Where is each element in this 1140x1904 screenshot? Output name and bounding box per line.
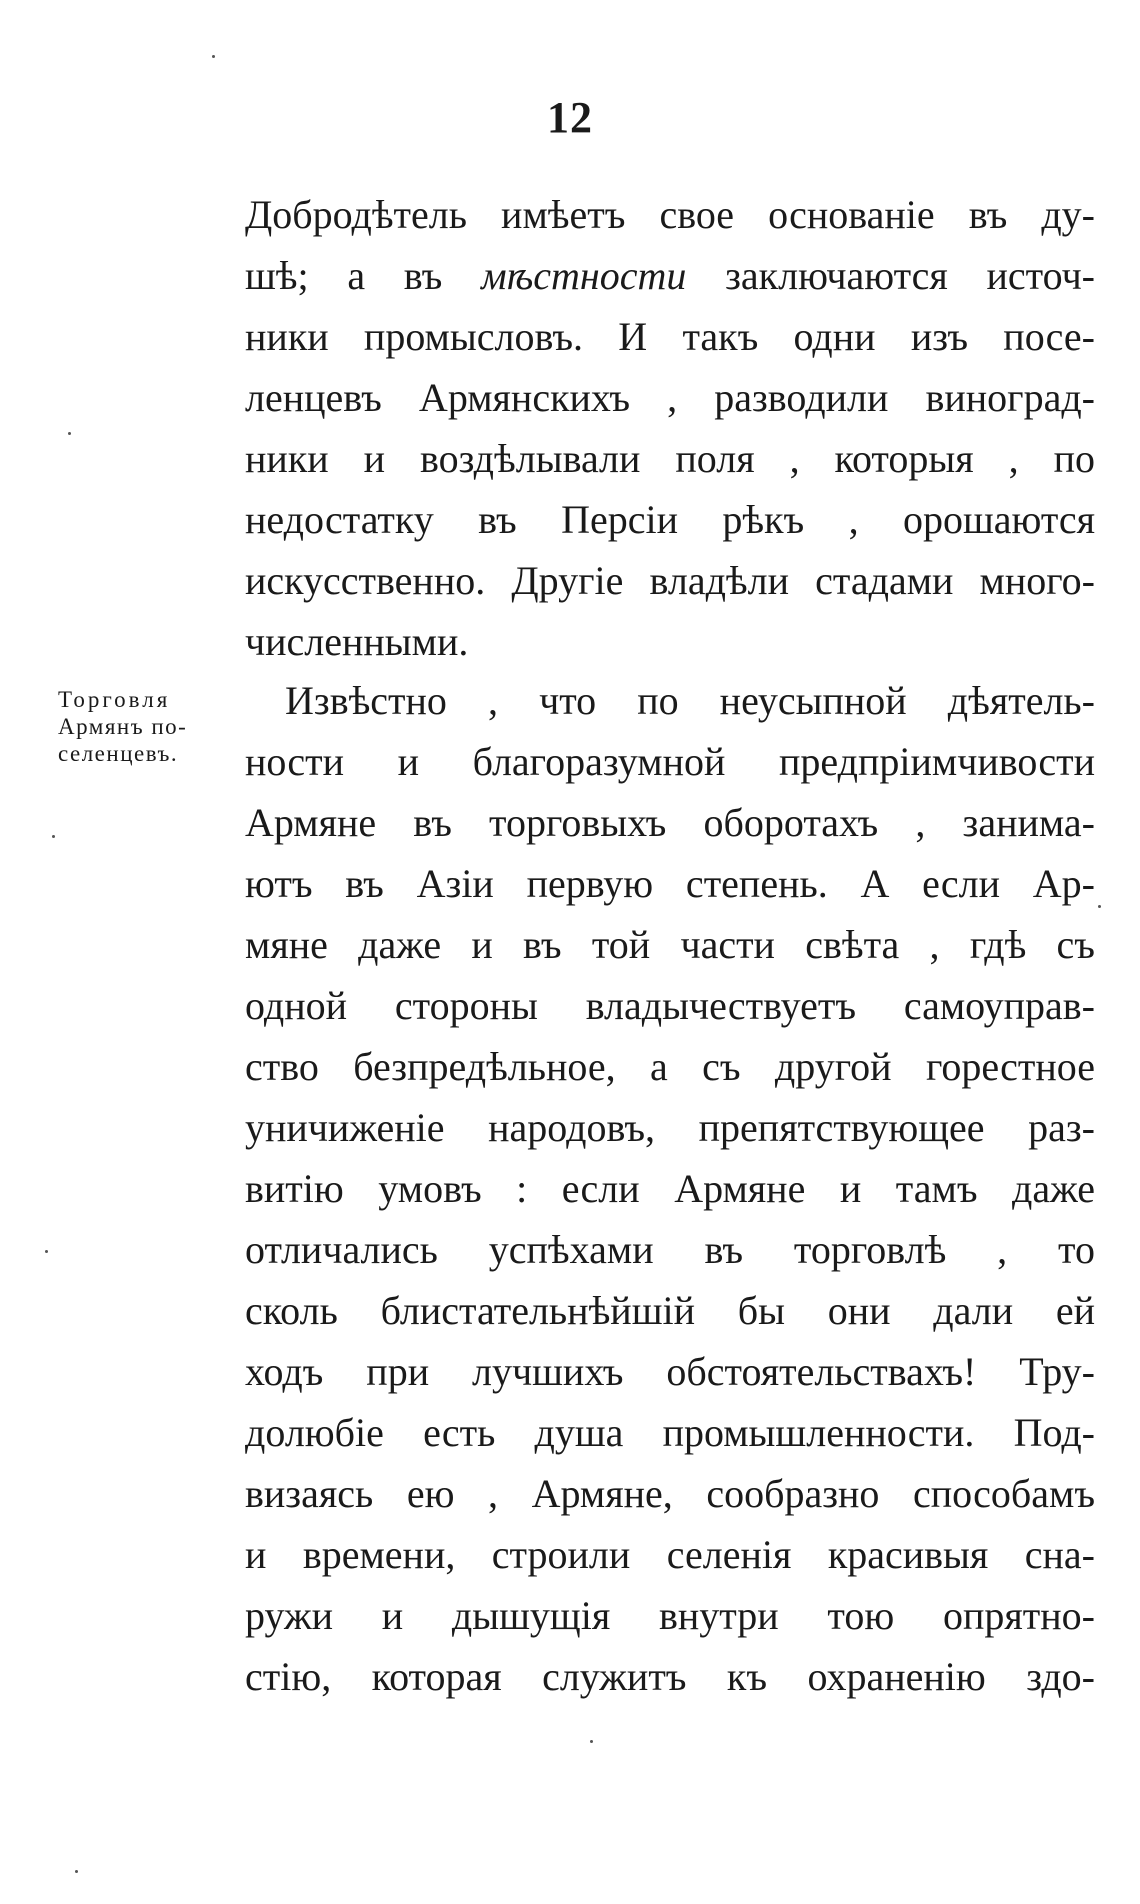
scan-speck <box>1098 905 1101 908</box>
text-line: искусственно. Другіе владѣли стадами много- <box>245 558 1095 603</box>
text-line: численными. <box>245 619 469 664</box>
text-line: визаясь ею , Армяне, сообразно способамъ <box>245 1471 1095 1516</box>
text-line: мяне даже и въ той части свѣта , гдѣ съ <box>245 922 1095 967</box>
text-line: Извѣстно , что по неусыпной дѣятель- <box>285 678 1095 723</box>
scan-speck <box>52 835 55 838</box>
text-line: долюбіе есть душа промышленности. Под- <box>245 1410 1095 1455</box>
text-line: витію умовъ : если Армяне и тамъ даже <box>245 1166 1095 1211</box>
text-line: Армяне въ торговыхъ оборотахъ , занима- <box>245 800 1095 845</box>
margin-note-line: Торговля <box>58 687 171 712</box>
text-line: отличались успѣхами въ торговлѣ , то <box>245 1227 1095 1272</box>
text-line: Добродѣтель имѣетъ свое основаніе въ ду- <box>245 192 1095 237</box>
page-number: 12 <box>547 93 593 142</box>
text-segment: заключаются источ- <box>686 253 1095 298</box>
margin-note-line: Армянъ по- <box>58 714 188 739</box>
scan-speck <box>212 55 215 58</box>
scan-speck <box>75 1870 78 1873</box>
text-line: недостатку въ Персіи рѣкъ , орошаются <box>245 497 1095 542</box>
text-line: одной стороны владычествуетъ самоуправ- <box>245 983 1095 1028</box>
scan-speck <box>45 1250 48 1253</box>
text-line: и времени, строили селенія красивыя сна- <box>245 1532 1095 1577</box>
italic-word: мѣстности <box>481 253 687 298</box>
margin-note <box>58 686 243 767</box>
text-line: ленцевъ Армянскихъ , разводили виноград- <box>245 375 1095 420</box>
text-line: уничиженіе народовъ, препятствующее раз- <box>245 1105 1095 1150</box>
scan-speck <box>68 432 71 435</box>
text-line: ники промысловъ. И такъ одни изъ посе- <box>245 314 1095 359</box>
paragraph-2 <box>245 670 1095 1707</box>
scan-speck <box>590 1740 593 1743</box>
text-line: ники и воздѣлывали поля , которыя , по <box>245 436 1095 481</box>
text-line: ство безпредѣльное, а съ другой горестное <box>245 1044 1095 1089</box>
text-line <box>245 245 1095 306</box>
text-line: ютъ въ Азіи первую степень. А если Ар- <box>245 861 1095 906</box>
text-line: ходъ при лучшихъ обстоятельствахъ! Тру- <box>245 1349 1095 1394</box>
paragraph-1 <box>245 184 1095 672</box>
text-line: ружи и дышущія внутри тою опрятно- <box>245 1593 1095 1638</box>
text-line: стію, которая служитъ къ охраненію здо- <box>245 1654 1095 1699</box>
text-line: сколь блистательнѣйшій бы они дали ей <box>245 1288 1095 1333</box>
margin-note-line: селенцевъ. <box>58 741 179 766</box>
text-segment: шѣ; а въ <box>245 253 482 298</box>
text-line: ности и благоразумной предпріимчивости <box>245 739 1095 784</box>
